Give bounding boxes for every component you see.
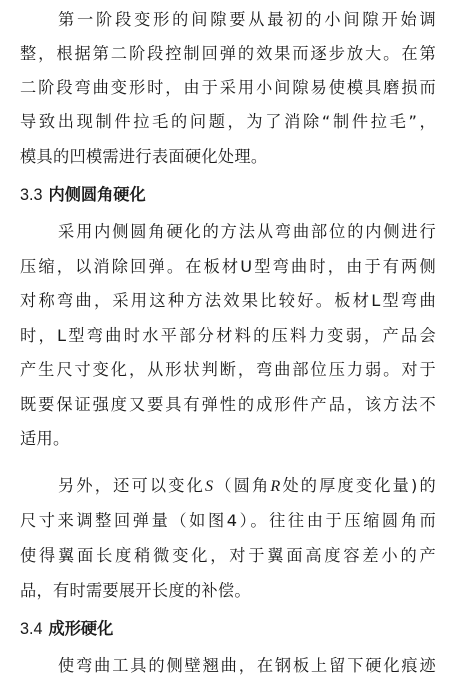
- paragraph-line: 第一阶段变形的间隙要从最初的小间隙开始调: [58, 10, 436, 29]
- paragraph-line: 适用。: [20, 429, 70, 448]
- paragraph-line: 品，有时需要展开长度的补偿。: [20, 581, 251, 600]
- text-run: 处的厚度变化量)的: [280, 476, 437, 495]
- variable-s: S: [204, 477, 214, 495]
- text-run: （圆角: [213, 476, 271, 495]
- paragraph-line: 对称弯曲，采用这种方法效果比较好。板材L型弯曲: [20, 291, 436, 310]
- section-number: 3.3: [20, 186, 43, 204]
- section-heading-3-4: [20, 612, 113, 646]
- paragraph-line: [58, 469, 436, 503]
- paragraph-line: 采用内侧圆角硬化的方法从弯曲部位的内侧进行: [58, 222, 436, 241]
- paragraph-line: 导致出现制件拉毛的问题，为了消除“制件拉毛”，: [20, 112, 436, 131]
- variable-r: R: [270, 477, 281, 495]
- section-title: 成形硬化: [48, 619, 114, 638]
- paragraph-line: 产生尺寸变化，从形状判断，弯曲部位压力弱。对于: [20, 360, 436, 379]
- paragraph-line: 模具的凹模需进行表面硬化处理。: [20, 147, 268, 166]
- text-run: 另外，还可以变化: [58, 476, 205, 495]
- paragraph-line: 使得翼面长度稍微变化，对于翼面高度容差小的产: [20, 546, 436, 565]
- paragraph-line: 时，L型弯曲时水平部分材料的压料力变弱，产品会: [20, 326, 436, 345]
- paragraph-line: 二阶段弯曲变形时，由于采用小间隙易使模具磨损而: [20, 78, 436, 97]
- section-number: 3.4: [20, 620, 43, 638]
- section-heading-3-3: [20, 178, 146, 212]
- paragraph-line: 整，根据第二阶段控制回弹的效果而逐步放大。在第: [20, 44, 436, 63]
- paragraph-line: 尺寸来调整回弹量（如图4）。往往由于压缩圆角而: [20, 511, 436, 530]
- paragraph-line: 既要保证强度又要具有弹性的成形件产品，该方法不: [20, 395, 436, 414]
- paragraph-line: 压缩，以消除回弹。在板材U型弯曲时，由于有两侧: [20, 257, 436, 276]
- paragraph-line: 使弯曲工具的侧壁翘曲，在钢板上留下硬化痕迹: [58, 656, 436, 675]
- section-title: 内侧圆角硬化: [48, 185, 146, 204]
